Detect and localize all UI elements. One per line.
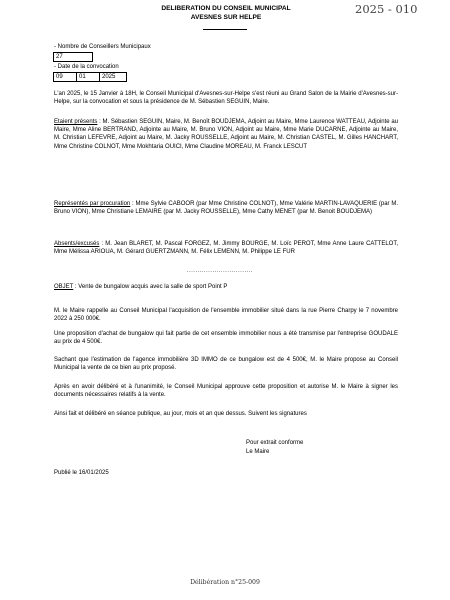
body-paragraph-1: M. le Maire rappelle au Conseil Municipal l'acquisition de l'ensemble immobilier situé dans la rue Pierre Charpy le 7 novembre 2022 à 250 000€. [54,308,398,323]
present-paragraph [54,118,398,151]
absent-paragraph [54,240,398,256]
convocation-year: 2025 [100,72,127,82]
signature-line-2: Le Maire [246,449,270,455]
reference-number: 2025 - 010 [355,2,418,16]
proxies-text: : Mme Sylvie CABOOR (par Mme Christine COLNOT), Mme Valérie MARTIN-LAVAQUERIE (par M. Bruno VION), Mme Christiane LEMAIRE (par M. Jacky ROUSSELLE), Mme Cathy MENET (par M. Benoit BOUDJEMA) [54,201,398,216]
body-paragraph-5: Ainsi fait et délibéré en séance publique, au jour, mois et an que dessus. Suivent les signatures [54,411,307,417]
members-value: 27 [53,52,93,62]
convocation-month: 01 [77,72,100,82]
body-paragraph-2: Une proposition d'achat de bungalow qui fait partie de cet ensemble immobilier nous a été transmise par l'entreprise GOUDALE au prix de 4 500€. [54,331,398,346]
title-line-2: AVESNES SUR HELPE [190,14,262,21]
proxies-label: Représentés par procuration [54,201,131,207]
published-date: Publié le 16/01/2025 [54,470,109,476]
object-text: : Vente de bungalow acquis avec la salle de sport Point P [73,284,228,290]
convocation-day: 09 [53,72,77,82]
footer-reference: Délibération n°25-009 [190,579,260,586]
section-separator: ............................... [187,268,253,274]
absent-text: : M. Jean BLARET, M. Pascal FORGEZ, M. Jimmy BOURGE, M. Loïc PEROT, Mme Anne Laure CATTELOT, Mme Mélissa ARIOUA, M. Gérard GUERTZMANN, M. Félix LEMENN, M. Philippe LE FUR [54,241,398,256]
members-label: - Nombre de Conseillers Municipaux [54,44,151,50]
present-text: : M. Sébastien SEGUIN, Maire, M. Benoît BOUDJEMA, Adjoint au Maire, Mme Laurence WATTEAU, Adjointe au Maire, Mme Aline BERTRAND, Adjointe au Maire, M. Bruno VION, Adjoint au Maire, Mme Marie DUCARNE, Adjointe au Maire, M. Christian LEFEVRE, Adjoint au Maire, M. Jacky ROUSSELLE, Adjoint au Maire, M. Christian CASTEL, M. Gilles HANCHART, Mme Christine COLNOT, Mme Mokhtaria OUICI, Mme Claudine MOREAU, M. Franck LESCUT [54,119,398,150]
title-underline [203,29,247,30]
members-box [53,52,93,62]
body-paragraph-4: Après en avoir délibéré et à l'unanimité, le Conseil Municipal approuve cette proposition et autorise M. le Maire à signer les documents nécessaires relatifs à la vente. [54,384,398,399]
object-paragraph [54,283,398,291]
intro-paragraph: L'an 2025, le 15 Janvier à 18H, le Conseil Municipal d'Avesnes-sur-Helpe s'est réuni au Grand Salon de la Mairie d'Avesnes-sur-Helpe, sur la convocation et sous la présidence de M. Sébastien SEGUIN, Maire. [54,91,398,106]
body-paragraph-3: Sachant que l'estimation de l'agence immobilière 3D IMMO de ce bungalow est de 4 500€, M. le Maire propose au Conseil Municipal la vente de ce bien au prix proposé. [54,357,398,372]
present-label: Etaient présents [54,119,98,125]
document-title [150,4,302,22]
absent-label: Absents/excusés [54,241,100,247]
convocation-date-boxes [53,72,127,82]
signature-line-1: Pour extrait conforme [246,440,304,446]
title-line-1: DELIBERATION DU CONSEIL MUNICIPAL [161,5,291,12]
proxies-paragraph [54,200,398,216]
object-label: OBJET [54,284,74,290]
convocation-label: - Date de la convocation [54,64,119,70]
